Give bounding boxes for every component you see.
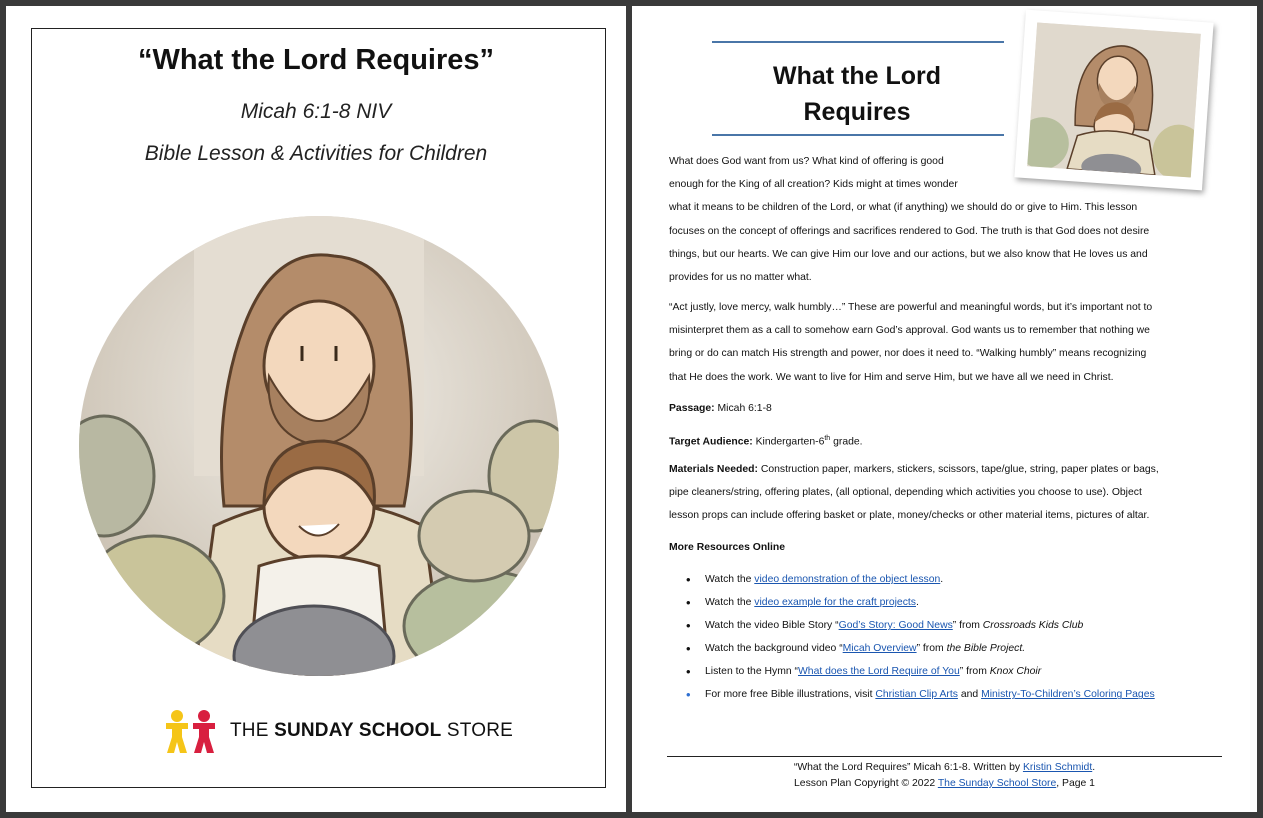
sunday-school-store-logo [162,708,513,754]
list-item: • For more free Bible illustrations, visit Christian Clip Arts and Ministry-To-Children’s Coloring Pages [669,683,1155,706]
intro-paragraph: What does God want from us? What kind of offering is good enough for the King of all creation? Kids might at times wonder what it means to be children of the Lord, or what (if anything) we should do or give to Him. This lesson focuses on the concept of offerings and sacrifices rendered to God. The truth is that God does not desire things, but our hearts. We can give Him our love and our actions, but we also know that He loves us and provides for us no matter what. [669,156,1150,284]
jesus-child-illustration [74,206,564,676]
paper-dolls-icon [162,709,220,753]
cover-reference: Micah 6:1-8 NIV [240,100,392,123]
materials-paragraph: Materials Needed: Construction paper, markers, stickers, scissors, tape/glue, string, paper plates or bags, pipe cleaners/string, offering plates, (all optional, depending which activities you choose to use). Object lesson props can include offering basket or plate, money/checks or other material items, pictures of altar. [669,464,1159,522]
store-link[interactable]: The Sunday School Store [937,778,1057,789]
gods-story-link[interactable]: God’s Story: Good News [838,620,953,632]
hymn-link[interactable]: What does the Lord Require of You [797,666,960,678]
passage-line: Passage: Micah 6:1-8 [669,403,772,414]
craft-video-link[interactable]: video example for the craft projects [754,597,916,609]
list-item: • Watch the video example for the craft projects. [669,591,1155,614]
list-item: • Watch the background video “Micah Overview” from the Bible Project. [669,637,1155,660]
christian-clip-arts-link[interactable]: Christian Clip Arts [875,689,958,701]
cover-subtitle: Bible Lesson & Activities for Children [144,142,488,165]
cover-page [6,6,626,812]
resources-list [669,568,1155,707]
title-rule-bottom [712,134,1004,136]
title-rule-top [712,41,1004,43]
audience-line: Target Audience: Kindergarten-6th grade. [669,435,863,448]
micah-overview-link[interactable]: Micah Overview [842,643,917,655]
lesson-title: What the Lord Requires [772,62,942,126]
coloring-pages-link[interactable]: Ministry-To-Children’s Coloring Pages [981,689,1155,701]
footer-rule [667,756,1222,757]
resources-heading: More Resources Online [669,542,786,553]
list-item: • Watch the video Bible Story “God’s Story: Good News” from Crossroads Kids Club [669,614,1155,637]
list-item: • Listen to the Hymn “What does the Lord Require of You” from Knox Choir [669,660,1155,683]
page-footer: “What the Lord Requires” Micah 6:1-8. Written by Kristin Schmidt. Lesson Plan Copyright © 2022 The Sunday School Store, Page 1 [793,762,1096,789]
scripture-paragraph: “Act justly, love mercy, walk humbly…” These are powerful and meaningful words, but it’s important not to misinterpret them as a call to somehow earn God’s approval. God wants us to remember that nothing we bring or do can match His strength and power, nor does it need to. “Walking humbly” means recognizing that He does the work. We want to live for Him and serve Him, but we have all we need in Christ. [669,302,1153,383]
list-item: • Watch the video demonstration of the object lesson. [669,568,1155,591]
cover-title: “What the Lord Requires” [137,44,495,76]
author-link[interactable]: Kristin Schmidt [1022,762,1093,773]
object-lesson-video-link[interactable]: video demonstration of the object lesson [754,574,941,585]
lesson-page [632,6,1257,812]
brand-name: THE SUNDAY SCHOOL STORE [230,720,513,741]
